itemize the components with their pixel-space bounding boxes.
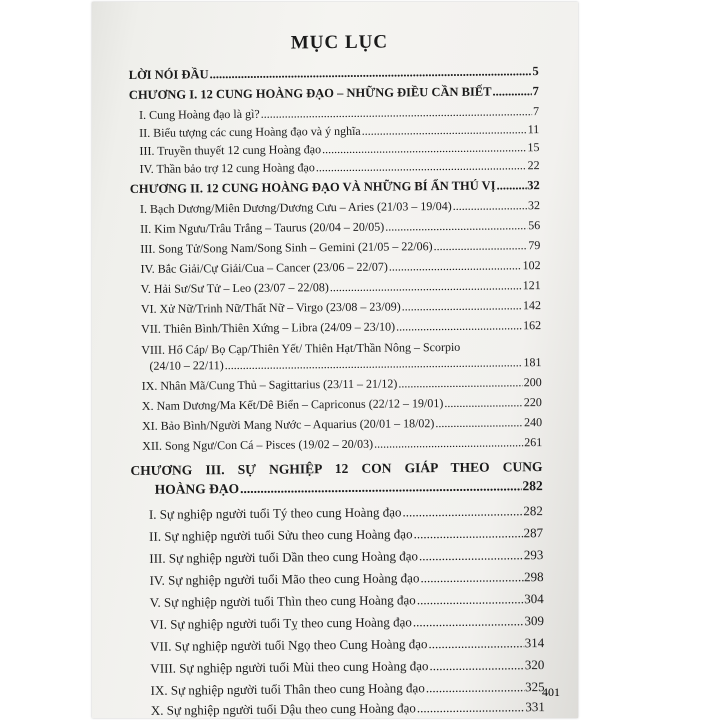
toc-entry: [151, 699, 545, 719]
leader-dots: [435, 415, 523, 430]
entry-label: XII. Song Ngư/Con Cá – Pisces (19/02 – 20/03): [142, 436, 374, 453]
entry-label: I. Sự nghiệp người tuổi Tý theo cung Hoàng đạo: [148, 504, 402, 522]
toc-chapter-3: [155, 478, 543, 498]
chapter-label: HOÀNG ĐẠO: [154, 480, 240, 497]
entry-label: VI. Xử Nữ/Trinh Nữ/Thất Nữ – Virgo (23/08 – 23/09): [140, 299, 401, 316]
entry-label: IX. Nhân Mã/Cung Thủ – Sagittarius (23/11 – 21/12): [141, 376, 398, 393]
entry-label: (24/10 – 22/11): [149, 358, 224, 373]
leader-dots: [374, 435, 523, 450]
leader-dots: [389, 258, 522, 273]
toc-entry: [141, 298, 541, 316]
toc-entry: [149, 569, 543, 589]
leader-dots: [492, 84, 531, 98]
entry-label-line1: VIII. Hổ Cáp/ Bọ Cạp/Thiên Yết/ Thiên Hạt/Thần Nông – Scorpio: [141, 339, 461, 357]
entry-label: LỜI NÓI ĐẦU: [128, 67, 209, 83]
toc-entry: [140, 238, 540, 256]
entry-label: V. Hải Sư/Sư Tử – Leo (23/07 – 22/08): [140, 280, 329, 296]
toc-entry: [150, 591, 544, 611]
leader-dots: [428, 635, 523, 652]
toc-entry: [142, 395, 542, 413]
toc-title: MỤC LỤC: [290, 31, 389, 54]
leader-dots: [240, 478, 522, 497]
toc-entry: [142, 375, 542, 393]
leader-dots: [426, 679, 524, 696]
toc-entry: [149, 525, 543, 545]
chapter-3-title-line1: CHƯƠNG III. SỰ NGHIỆP 12 CON GIÁP THEO CUNG: [130, 459, 543, 479]
entry-page: 200: [523, 375, 542, 390]
entry-page: 287: [523, 525, 544, 541]
book-page: [92, 2, 578, 718]
entry-page: 220: [523, 395, 542, 410]
leader-dots: [402, 298, 522, 313]
entry-label: X. Sự nghiệp người tuổi Dậu theo cung Hoàng đạo: [150, 700, 416, 718]
leader-dots: [322, 140, 526, 156]
toc-chapter-2: [130, 178, 540, 196]
entry-page: 11: [527, 122, 540, 137]
leader-dots: [429, 657, 524, 674]
entry-label: III. Sự nghiệp người tuổi Dần theo cung Hoàng đạo: [149, 548, 419, 566]
entry-page: 102: [522, 258, 541, 273]
entry-page: 314: [524, 635, 545, 651]
entry-label: VI. Sự nghiệp người tuổi Tỵ theo cung Hoàng đạo: [149, 614, 412, 632]
entry-label: I. Cung Hoàng đạo là gì?: [139, 106, 260, 122]
leader-dots: [316, 158, 527, 174]
entry-label: V. Sự nghiệp người tuổi Thìn theo cung Hoàng đạo: [149, 592, 416, 610]
leader-dots: [402, 503, 522, 520]
leader-dots: [362, 122, 527, 138]
entry-page: 15: [527, 140, 540, 155]
toc-entry: [140, 158, 540, 176]
toc-entry: [149, 547, 543, 567]
chapter-page: 282: [522, 478, 543, 494]
leader-dots: [417, 699, 525, 716]
entry-page: 309: [524, 613, 545, 629]
toc-entry: [139, 104, 539, 122]
entry-page: 331: [525, 699, 545, 715]
entry-label: IV. Sự nghiệp người tuổi Mão theo cung Hoàng đạo: [149, 570, 420, 588]
entry-page: 325: [525, 679, 545, 695]
leader-dots: [417, 591, 524, 608]
entry-label: VII. Sự nghiệp người tuổi Ngọ theo Cung Hoàng đạo: [150, 636, 428, 654]
leader-dots: [496, 178, 526, 192]
toc-entry: [140, 258, 540, 276]
toc-entry: [142, 415, 542, 433]
toc-entry-preface: [129, 64, 539, 82]
chapter-page: 32: [527, 178, 540, 193]
chapter-label: CHƯƠNG II. 12 CUNG HOÀNG ĐẠO VÀ NHỮNG BÍ ẨN THÚ VỊ: [129, 178, 496, 197]
leader-dots: [209, 64, 531, 81]
entry-page: 32: [527, 198, 541, 213]
entry-page: 5: [532, 64, 539, 79]
entry-label: VIII. Sự nghiệp người tuổi Mùi theo cung Hoàng đạo: [150, 658, 429, 676]
toc-entry: [141, 318, 541, 336]
entry-page: 181: [523, 355, 542, 370]
leader-dots: [385, 218, 527, 233]
chapter-label: CHƯƠNG I. 12 CUNG HOÀNG ĐẠO – NHỮNG ĐIỀU CẦN BIẾT: [128, 84, 492, 103]
entry-page: 320: [524, 657, 545, 673]
toc-entry: [150, 657, 544, 677]
entry-page: 282: [523, 503, 543, 519]
entry-page: 293: [523, 547, 544, 563]
entry-page: 304: [524, 591, 544, 607]
entry-label: II. Sự nghiệp người tuổi Sửu theo cung Hoàng đạo: [149, 526, 413, 544]
entry-page: 142: [522, 298, 541, 313]
entry-label: II. Kim Ngưu/Trâu Trắng – Taurus (20/04 – 20/05): [140, 219, 385, 236]
entry-page: 298: [523, 569, 544, 585]
toc-entry: [149, 355, 541, 373]
entry-page: 22: [527, 158, 540, 173]
entry-page: 56: [528, 218, 541, 233]
entry-label: IV. Bắc Giải/Cự Giải/Cua – Cancer (23/06 – 22/07): [140, 259, 388, 276]
toc-chapter-1: [129, 84, 539, 102]
toc-entry: [142, 435, 542, 453]
toc-entry: [151, 679, 545, 699]
entry-page: 240: [523, 415, 543, 430]
entry-label: XI. Bảo Bình/Người Mang Nước – Aquarius (20/01 – 18/02): [141, 416, 435, 433]
entry-label: VII. Thiên Bình/Thiên Xứng – Libra (24/09 – 23/10): [141, 319, 396, 336]
leader-dots: [413, 613, 524, 630]
toc-entry: [141, 278, 541, 296]
leader-dots: [434, 238, 528, 253]
leader-dots: [396, 318, 522, 333]
leader-dots: [444, 395, 523, 410]
entry-label: III. Song Tử/Song Nam/Song Sinh – Gemini (21/05 – 22/06): [140, 239, 433, 256]
entry-label: X. Nam Dương/Ma Kết/Dê Biển – Capriconus (22/12 – 19/01): [141, 396, 444, 413]
toc-entry: [150, 635, 544, 655]
entry-page: 7: [532, 104, 540, 119]
entry-label: I. Bạch Dương/Miên Dương/Dương Cưu – Aries (21/03 – 19/04): [139, 198, 452, 216]
leader-dots: [398, 375, 522, 390]
entry-label: III. Truyền thuyết 12 cung Hoàng đạo: [139, 142, 322, 158]
toc-content: [116, 0, 569, 720]
toc-entry: [140, 218, 540, 236]
leader-dots: [261, 104, 532, 121]
leader-dots: [330, 278, 522, 294]
page-number: 401: [542, 685, 560, 699]
leader-dots: [420, 569, 523, 586]
entry-label: IX. Sự nghiệp người tuổi Thân theo cung Hoàng đạo: [150, 680, 425, 698]
entry-label: II. Biểu tượng các cung Hoàng đạo và ý nghĩa: [139, 123, 361, 140]
toc-entry: [150, 613, 544, 633]
toc-entry: [139, 140, 539, 158]
toc-entry: [149, 503, 543, 523]
leader-dots: [453, 198, 527, 213]
entry-page: 121: [522, 278, 541, 293]
toc-entry: [140, 198, 540, 216]
entry-page: 162: [523, 318, 542, 333]
leader-dots: [413, 525, 522, 542]
entry-page: 261: [524, 435, 543, 450]
chapter-page: 7: [532, 84, 539, 99]
entry-label: IV. Thần bảo trợ 12 cung Hoàng đạo: [139, 160, 315, 176]
entry-page: 79: [528, 238, 541, 253]
leader-dots: [225, 355, 523, 372]
leader-dots: [419, 547, 523, 564]
toc-entry: [139, 122, 539, 140]
